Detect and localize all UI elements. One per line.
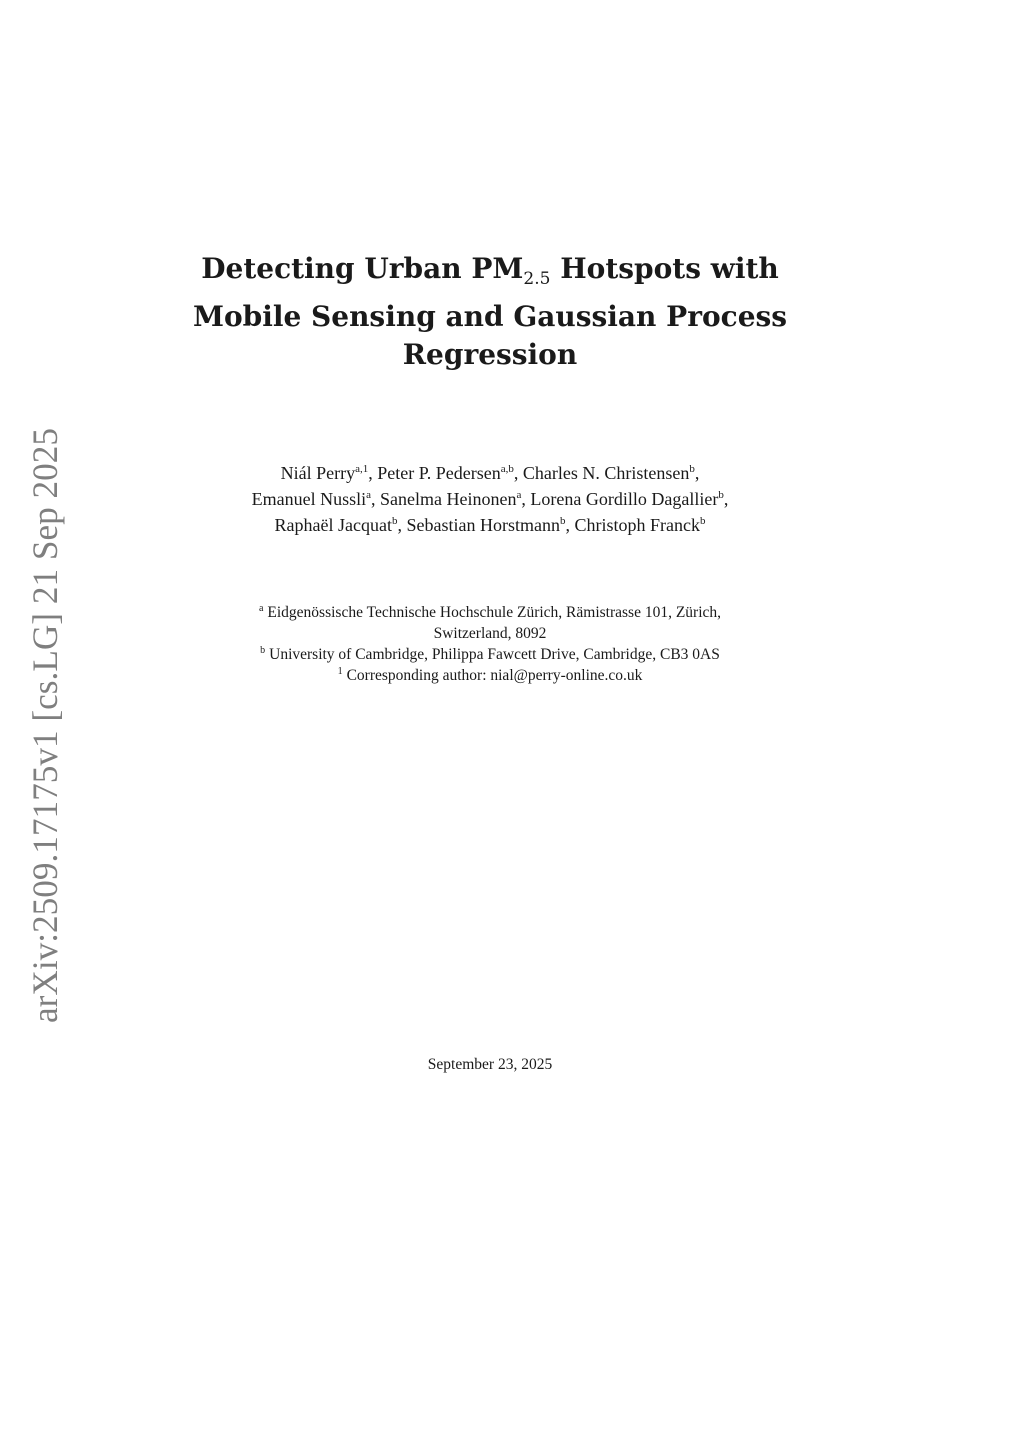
author: Raphaël Jacquat$^b$, bbox=[274, 515, 407, 535]
paper-date: September 23, 2025 bbox=[427, 1056, 553, 1073]
title-line2: Mobile Sensing and Gaussian Process bbox=[192, 300, 788, 333]
title-part2: Hotspots with bbox=[550, 252, 779, 285]
author: Christoph Franck$^b$ bbox=[574, 515, 706, 535]
arxiv-identifier: arXiv:2509.17175v1 [cs.LG] 21 Sep 2025 bbox=[25, 415, 65, 1023]
paper-title bbox=[180, 250, 800, 374]
author: Peter P. Pedersen$^{a,b}$, bbox=[377, 463, 523, 483]
title-part1: Detecting Urban PM bbox=[201, 252, 524, 285]
author: Charles N. Christensen$^b$, bbox=[522, 463, 700, 483]
title-line3: Regression bbox=[402, 338, 578, 371]
author-list bbox=[180, 460, 800, 538]
author: Lorena Gordillo Dagallier$^b$, bbox=[530, 489, 729, 509]
affiliations bbox=[180, 602, 800, 686]
affiliation-b: $^b$ University of Cambridge, Philippa Fawcett Drive, Cambridge, CB3 0AS bbox=[260, 645, 720, 663]
author: Sanelma Heinonen$^a$, bbox=[380, 489, 531, 509]
author: Emanuel Nussli$^a$, bbox=[251, 489, 381, 509]
corresponding-author: $^1$ Corresponding author: nial@perry-online.co.uk bbox=[337, 666, 643, 684]
affiliation-a: $^a$ Eidgenössische Technische Hochschule Zürich, Rämistrasse 101, Zürich, bbox=[258, 603, 722, 621]
author: Sebastian Horstmann$^b$, bbox=[406, 515, 575, 535]
title-subscript: 2.5 bbox=[523, 269, 551, 289]
affiliation-a-continued: Switzerland, 8092 bbox=[433, 625, 547, 642]
author: Niál Perry$^{a,1}$, bbox=[280, 463, 378, 483]
